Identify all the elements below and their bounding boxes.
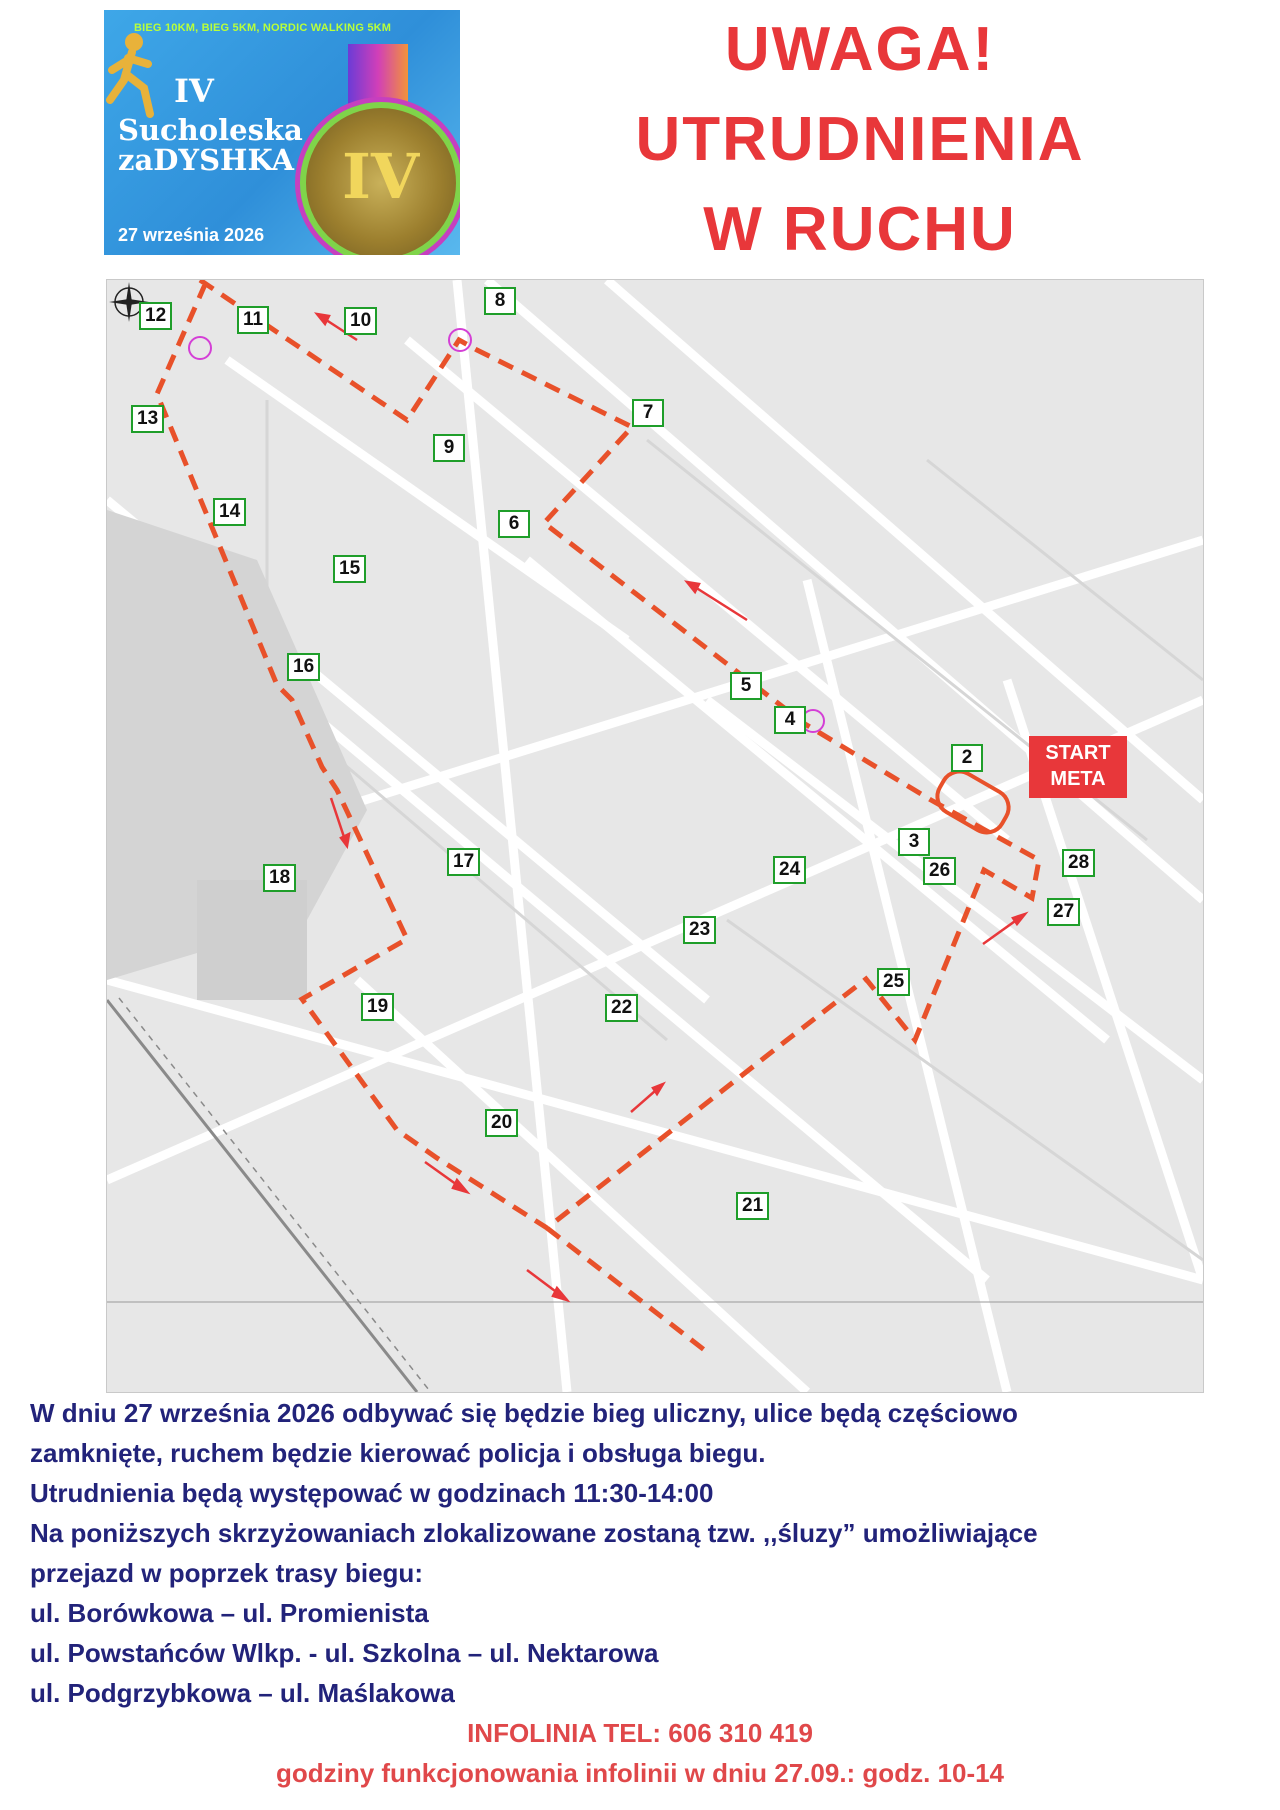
route-marker-8: 8 [484,287,516,315]
route-marker-4: 4 [774,706,806,734]
medal-text: IV [342,140,420,213]
route-marker-23: 23 [683,916,716,944]
infoline-hours: godziny funkcjonowania infolinii w dniu 27.09.: godz. 10-14 [275,1758,1005,1788]
route-marker-6: 6 [498,510,530,538]
route-marker-22: 22 [605,994,638,1022]
map-drawing [107,280,1203,1392]
route-map [106,279,1204,1393]
route-marker-3: 3 [898,828,930,856]
route-marker-28: 28 [1062,849,1095,877]
route-marker-12: 12 [139,302,172,330]
crossing-item-3: ul. Podgrzybkowa – ul. Maślakowa [30,1678,455,1708]
cemetery-area [197,880,307,1000]
headline-line2: UTRUDNIENIA [635,105,1085,174]
crossing-item-2: ul. Powstańców Wlkp. - ul. Szkolna – ul. Nektarowa [30,1638,659,1668]
railway [107,1000,417,1392]
route-marker-19: 19 [361,993,394,1021]
route-marker-9: 9 [433,434,465,462]
notice-line-2: zamknięte, ruchem będzie kierować policja i obsługa biegu. [30,1438,766,1468]
route-marker-20: 20 [485,1109,518,1137]
medal-ribbon [348,44,408,110]
notice-hours: Utrudnienia będą występować w godzinach 11:30-14:00 [30,1478,714,1508]
route-marker-21: 21 [736,1192,769,1220]
logo-tagline: BIEG 10KM, BIEG 5KM, NORDIC WALKING 5KM [134,22,392,34]
logo-edition: IV [174,72,214,110]
route-marker-16: 16 [287,653,320,681]
notice-line-1: W dniu 27 września 2026 odbywać się będzie bieg uliczny, ulice będą częściowo [30,1398,1018,1428]
medal-icon [300,102,460,255]
route-marker-25: 25 [877,968,910,996]
finish-label: META [1050,768,1106,790]
route-marker-18: 18 [263,864,296,892]
logo-date: 27 września 2026 [118,225,265,245]
route-marker-24: 24 [773,856,806,884]
route-marker-26: 26 [923,857,956,885]
route-marker-11: 11 [237,306,269,334]
route-marker-14: 14 [213,498,246,526]
crossing-item-1: ul. Borówkowa – ul. Promienista [30,1598,429,1628]
notice-text [30,1393,1260,1713]
event-logo [104,10,460,255]
start-label: START [1045,742,1111,764]
route-marker-2: 2 [951,744,983,772]
runner-icon [104,30,164,120]
route-marker-27: 27 [1047,898,1080,926]
route-line-south [547,1228,707,1352]
start-finish-label [1029,736,1127,798]
infoline-phone: INFOLINIA TEL: 606 310 419 [467,1718,813,1748]
headline-line3: W RUCHU [703,195,1017,264]
notice-line-3: Na poniższych skrzyżowaniach zlokalizowane zostaną tzw. ,,śluzy” umożliwiające [30,1518,1038,1548]
route-marker-17: 17 [447,848,480,876]
route-marker-10: 10 [344,307,377,335]
route-marker-7: 7 [632,399,664,427]
route-marker-13: 13 [131,405,164,433]
logo-name-line1: Sucholeska [118,113,303,147]
route-marker-15: 15 [333,555,366,583]
route-marker-5: 5 [730,672,762,700]
notice-line-4: przejazd w poprzek trasy biegu: [30,1558,423,1588]
logo-name [118,115,303,176]
headline-line1: UWAGA! [724,15,996,84]
logo-name-line2: zaDYSHKA [118,143,294,178]
